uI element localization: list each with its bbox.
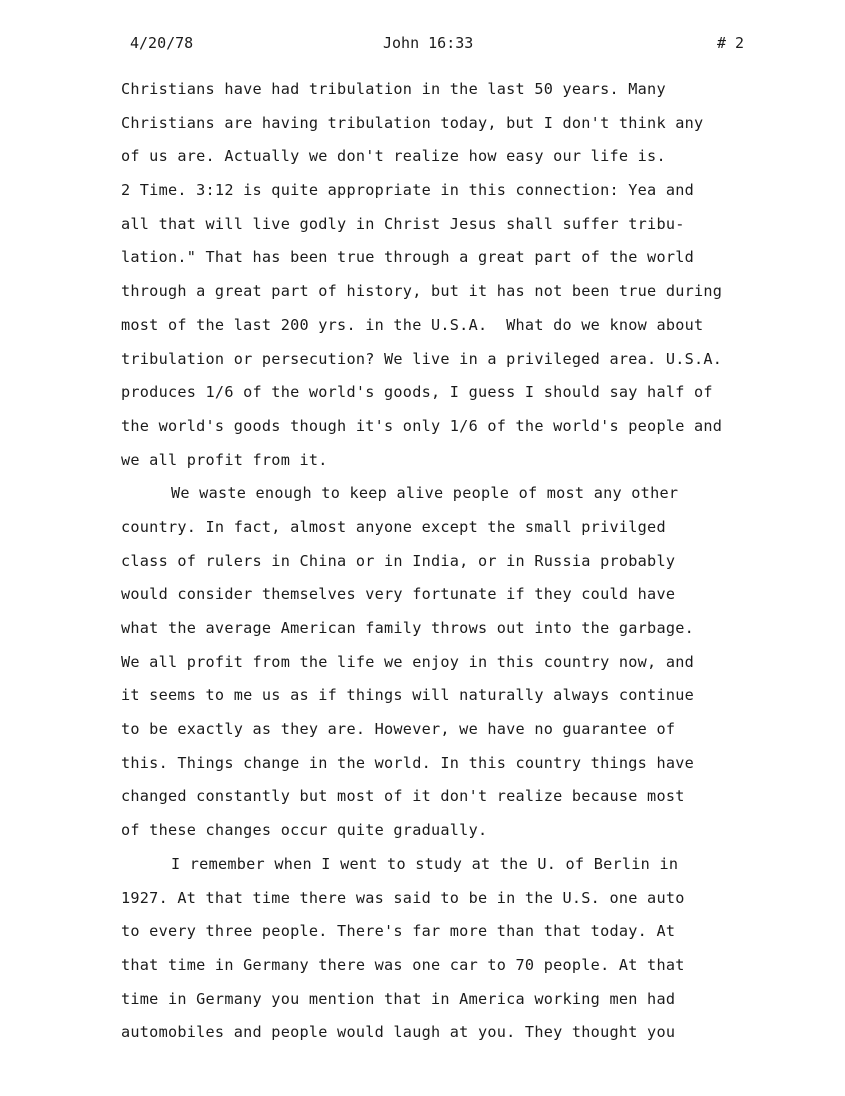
paragraph-start-line: I remember when I went to study at the U. of Berlin in [171,854,679,873]
text-line: Christians are having tribulation today, but I don't think any [121,113,704,132]
header-page-number: # 2 [717,34,745,52]
text-line: most of the last 200 yrs. in the U.S.A. What do we know about [121,315,704,334]
text-line: this. Things change in the world. In this country things have [121,753,695,772]
text-line: that time in Germany there was one car to 70 people. At that [121,955,685,974]
text-line: country. In fact, almost anyone except the small privilged [121,517,666,536]
paragraph-start-line: We waste enough to keep alive people of most any other [171,484,679,503]
body-text [121,73,801,1050]
text-line: We all profit from the life we enjoy in this country now, and [121,652,695,671]
text-line: would consider themselves very fortunate if they could have [121,585,676,604]
text-line: automobiles and people would laugh at you. They thought you [121,1023,676,1042]
text-line: it seems to me us as if things will naturally always continue [121,686,695,705]
text-line: all that will live godly in Christ Jesus shall suffer tribu- [121,214,685,233]
text-line: produces 1/6 of the world's goods, I guess I should say half of [121,383,713,402]
text-line: 1927. At that time there was said to be in the U.S. one auto [121,888,685,907]
header-date: 4/20/78 [130,34,194,52]
text-line: time in Germany you mention that in America working men had [121,989,676,1008]
text-line: the world's goods though it's only 1/6 of the world's people and [121,416,723,435]
text-line: 2 Time. 3:12 is quite appropriate in this connection: Yea and [121,181,695,200]
text-line: of us are. Actually we don't realize how easy our life is. [121,147,666,166]
text-line: Christians have had tribulation in the last 50 years. Many [121,80,666,98]
text-line: through a great part of history, but it has not been true during [121,282,723,301]
text-line: tribulation or persecution? We live in a privileged area. U.S.A. [121,349,723,368]
text-line: class of rulers in China or in India, or in Russia probably [121,551,676,570]
text-line: we all profit from it. [121,450,328,469]
text-line: to every three people. There's far more than that today. At [121,922,676,941]
text-line: changed constantly but most of it don't realize because most [121,787,685,806]
text-line: of these changes occur quite gradually. [121,821,488,840]
page-header [0,34,845,58]
header-scripture-reference: John 16:33 [383,34,474,52]
text-line: to be exactly as they are. However, we have no guarantee of [121,720,676,739]
text-line: lation." That has been true through a great part of the world [121,248,695,267]
text-line: what the average American family throws out into the garbage. [121,619,695,637]
